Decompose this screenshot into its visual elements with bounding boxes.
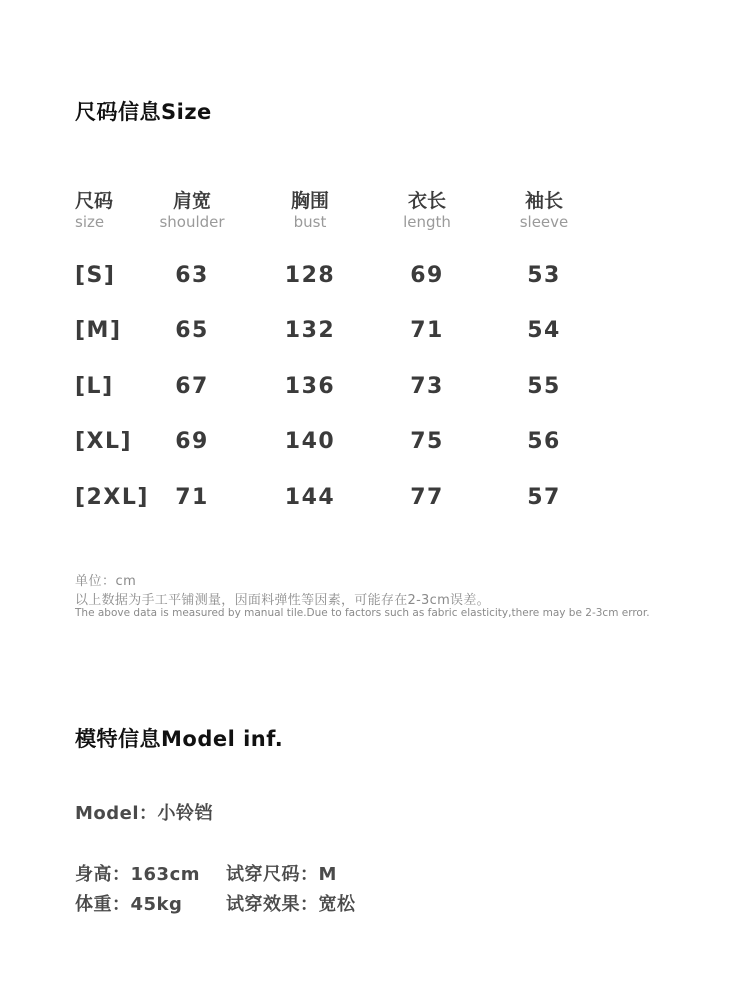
cell-length: 69 xyxy=(410,263,444,288)
model-height: 身高：163cm xyxy=(75,864,200,885)
note-zh: 以上数据为手工平铺测量，因面料弹性等因素，可能存在2-3cm误差。 xyxy=(75,593,490,608)
header-bust-zh: 胸围 xyxy=(290,190,329,212)
header-length xyxy=(387,192,467,230)
model-name: Model：小铃铛 xyxy=(75,803,214,824)
cell-bust: 132 xyxy=(284,318,336,343)
cell-sleeve: 53 xyxy=(527,263,561,288)
cell-bust: 136 xyxy=(284,374,336,399)
header-size xyxy=(75,192,135,230)
note-unit: 单位：cm xyxy=(75,574,137,589)
cell-bust: 128 xyxy=(284,263,336,288)
cell-shoulder: 65 xyxy=(175,318,209,343)
model-weight: 体重：45kg xyxy=(75,894,183,915)
header-sleeve xyxy=(504,192,584,230)
cell-size: [M] xyxy=(75,318,122,343)
model-section-title: 模特信息Model inf. xyxy=(75,727,284,751)
cell-size: [2XL] xyxy=(75,485,149,510)
cell-shoulder: 69 xyxy=(175,429,209,454)
size-section-title: 尺码信息Size xyxy=(75,100,212,124)
model-try-size: 试穿尺码：M xyxy=(226,864,337,885)
cell-sleeve: 56 xyxy=(527,429,561,454)
header-shoulder xyxy=(150,192,234,230)
header-length-zh: 衣长 xyxy=(407,190,446,212)
cell-shoulder: 67 xyxy=(175,374,209,399)
cell-bust: 144 xyxy=(284,485,336,510)
cell-size: [L] xyxy=(75,374,114,399)
header-size-en: size xyxy=(75,213,105,231)
cell-length: 77 xyxy=(410,485,444,510)
header-size-zh: 尺码 xyxy=(75,190,114,212)
header-shoulder-zh: 肩宽 xyxy=(172,190,211,212)
header-shoulder-en: shoulder xyxy=(159,213,225,231)
cell-length: 73 xyxy=(410,374,444,399)
model-try-effect: 试穿效果：宽松 xyxy=(226,894,356,915)
cell-sleeve: 57 xyxy=(527,485,561,510)
cell-sleeve: 55 xyxy=(527,374,561,399)
header-length-en: length xyxy=(403,213,451,231)
cell-length: 75 xyxy=(410,429,444,454)
note-en: The above data is measured by manual tile.Due to factors such as fabric elasticity,there may be 2-3cm error. xyxy=(75,607,650,619)
cell-bust: 140 xyxy=(284,429,336,454)
cell-sleeve: 54 xyxy=(527,318,561,343)
header-bust-en: bust xyxy=(293,213,327,231)
cell-shoulder: 63 xyxy=(175,263,209,288)
header-bust xyxy=(270,192,350,230)
header-sleeve-en: sleeve xyxy=(519,213,569,231)
cell-shoulder: 71 xyxy=(175,485,209,510)
cell-size: [S] xyxy=(75,263,116,288)
cell-length: 71 xyxy=(410,318,444,343)
header-sleeve-zh: 袖长 xyxy=(524,190,563,212)
cell-size: [XL] xyxy=(75,429,133,454)
